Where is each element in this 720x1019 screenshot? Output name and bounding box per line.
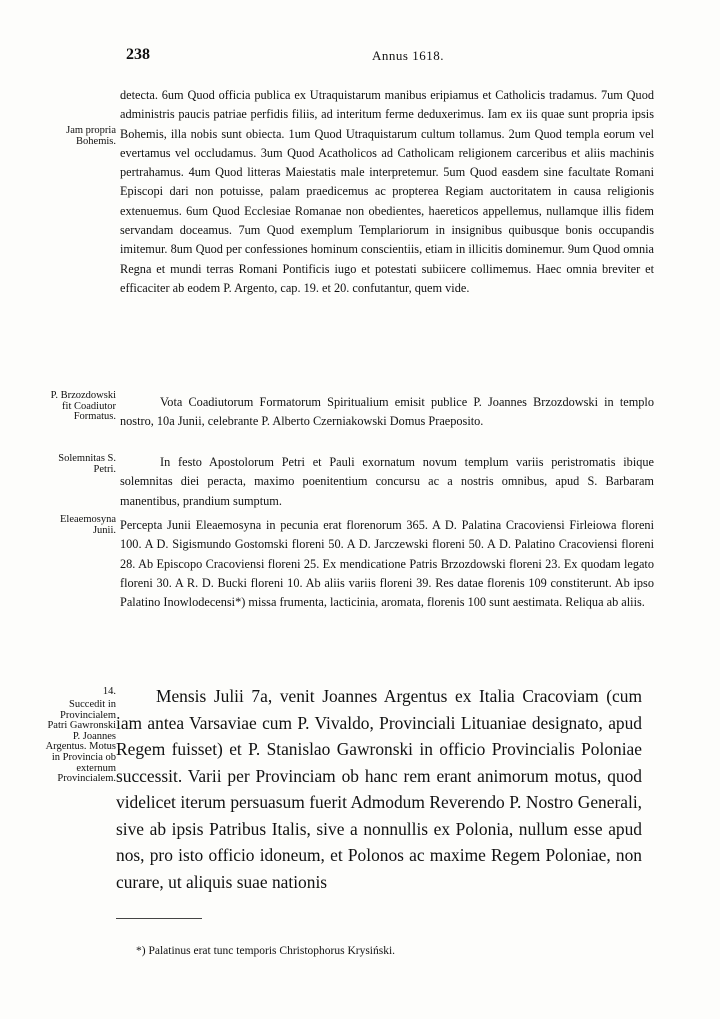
margin-note-alms: Eleaemosyna Junii. [60, 514, 116, 536]
margin-note-feast: Solemnitas S. Petri. [58, 453, 116, 475]
footnote: *) Palatinus erat tunc temporis Christophorus Krysiński. [136, 945, 396, 957]
paragraph-feast [120, 453, 654, 511]
margin-note-provincial: Succedit in Provincialem Patri Gawronski P. Joannes Argentus. Motus in Provincia ob externum Provincialem. [45, 699, 116, 785]
margin-note-bohemians: Jam propria Bohemis. [66, 125, 116, 147]
margin-note-number: 14. [102, 686, 116, 697]
paragraph-text: detecta. 6um Quod officia publica ex Utraquistarum manibus eripiamus et Catholicis tradamus. 7um Quod administris paucis patriae perfidis filiis, ad interitum ferme deduxerimus. Iam ex iis quae sunt propria ipsis Bohemis, illa nobis sunt obiecta. 1um Quod Utraquistarum cultum tollamus. 2um Quod templa eorum vel evertamus vel occludamus. 3um Quod Acatholicos ad Catholicam religionem carceribus et aliis machinis pertrahamus. 4um Quod litteras Maiestatis male interpretemur. 5um Quod easdem sine facultate Romani Episcopi dari non potuisse, palam praedicemus ac propterea Regiam auctoritatem in causa religionis extenuemus. 6um Quod Ecclesiae Romanae non obedientes, haereticos appellemus, nullamque illis fidem servandam doceamus. 7um Quod exemplum Templariorum in insignibus quibusque bonis occupandis imitemur. 8um Quod per confessiones hominum conscientiis, etiam in illicitis dominemur. 9um Quod omnia Regna et mundi terras Romani Pontificis iugo et potestati subiicere collimemus. Haec omnia breviter et efficaciter ab eodem P. Argento, cap. 19. et 20. confutantur, quem vide. [120, 88, 654, 295]
page-header [0, 46, 720, 70]
page-number: 238 [126, 46, 150, 63]
margin-note-coadjutor: P. Brzozdowski fit Coadiutor Formatus. [50, 390, 116, 423]
paragraph-text: Percepta Junii Eleaemosyna in pecunia erat florenorum 365. A D. Palatina Cracoviensi Firleiowa floreni 100. A D. Sigismundo Gostomski floreni 50. A D. Jarczewski floreni 50. A D. Palatino Cracoviensi floreni 28. Ab Episcopo Cracoviensi floreni 25. Ex mendicatione Patris Brzozdowski floreni 23. Ex quodam legato floreni 30. A R. D. Bucki floreni 10. Ab aliis variis floreni 39. Res datae florenis 109 constiterunt. Ab ipso Palatino Inowlodecensi*) missa frumenta, lacticinia, aromata, florenis 100 sunt aestimata. Reliqua ab aliis. [120, 518, 654, 610]
paragraph-text: Vota Coadiutorum Formatorum Spiritualium emisit publice P. Joannes Brzozdowski in templo nostro, 10a Junii, celebrante P. Alberto Czerniakowski Domus Praeposito. [120, 395, 654, 429]
paragraph-text: In festo Apostolorum Petri et Pauli exornatum novum templum variis peristromatis ibique solemnitas diei peracta, maximo poenitentium concursu ac a nostris omnibus, apud S. Barbaram manentibus, prandium sumptum. [120, 455, 654, 508]
paragraph-objections [120, 86, 654, 298]
paragraph-text: Mensis Julii 7a, venit Joannes Argentus ex Italia Cracoviam (cum iam antea Varsaviae cum P. Vivaldo, Provinciali Lituaniae designato, apud Regem fuisset) et P. Stanislao Gawronski in officio Provincialis Poloniae successit. Varii per Provinciam ob hanc rem erant animorum motus, quod videlicet iterum persuasum fuerit Admodum Reverendo P. Nostro Generali, sive ab ipsis Patribus Italis, sive a nonnullis ex Polonia, nullum esse apud nos, pro isto officio idoneum, et Polonos ac maxime Regem Poloniae, non curare, ut aliquis suae nationis [116, 686, 642, 892]
paragraph-provincial [116, 683, 642, 895]
paragraph-alms [120, 516, 654, 612]
paragraph-vows [120, 393, 654, 432]
footnote-divider [116, 918, 202, 919]
running-head: Annus 1618. [372, 48, 444, 63]
